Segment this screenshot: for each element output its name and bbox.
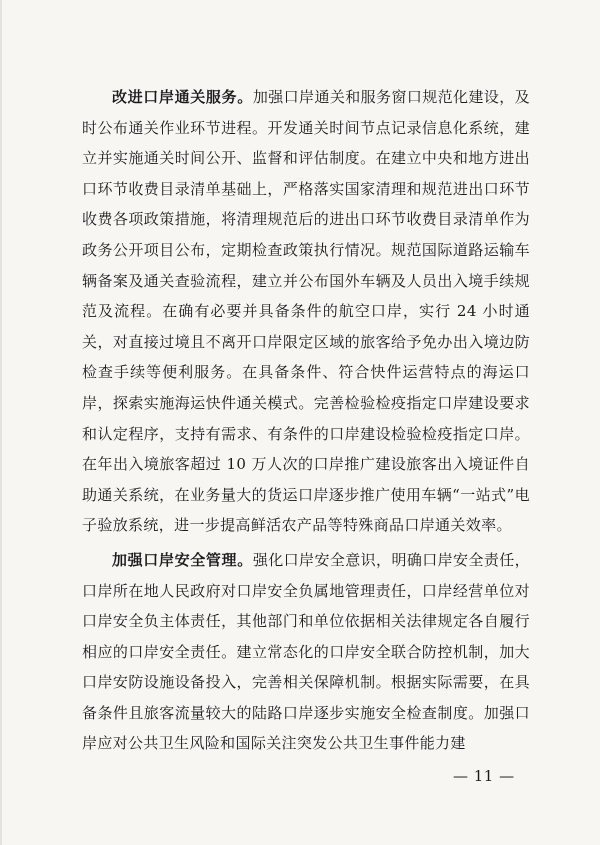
paragraph-heading: 加强口岸安全管理。 (112, 550, 253, 569)
paragraph-text: 加强口岸通关和服务窗口规范化建设，及时公布通关作业环节进程。开发通关时间节点记录信息化系统，建立并实施通关时间公开、监督和评估制度。在建立中央和地方进出口环节收费目录清单基础上，严格落实国家清理和规范进出口环节收费各项政策措施，将清理规范后的进出口环节收费目录清单作为政务公开项目公布，定期检查政策执行情况。规范国际道路运输车辆备案及通关查验流程，建立并公布国外车辆及人员出入境手续规范及流程。在确有必要并具备条件的航空口岸，实行 24 小时通关，对直接过境且不离开口岸限定区域的旅客给予免办出入境边防检查手续等便利服务。在具备条件、符合快件运营特点的海运口岸，探索实施海运快件通关模式。完善检验检疫指定口岸建设要求和认定程序，支持有需求、有条件的口岸建设检验检疫指定口岸。在年出入境旅客超过 10 万人次的口岸推广建设旅客出入境证件自助通关系统，在业务量大的货运口岸逐步推广使用车辆“一站式”电子验放系统，进一步提高鲜活农产品等特殊商品口岸通关效率。 (82, 88, 530, 535)
document-body (82, 82, 530, 763)
page-number: — 11 — (453, 767, 515, 785)
paragraph-port-safety-management (82, 545, 530, 759)
paragraph-heading: 改进口岸通关服务。 (112, 88, 253, 106)
paragraph-port-clearance-service (82, 82, 530, 541)
paragraph-text: 强化口岸安全意识，明确口岸安全责任，口岸所在地人民政府对口岸安全负属地管理责任，口岸经营单位对口岸安全负主体责任，其他部门和单位依据相关法律规定各自履行相应的口岸安全责任。建立常态化的口岸安全联合防控机制，加大口岸安防设施设备投入，完善相关保障机制。根据实际需要，在具备条件且旅客流量较大的陆路口岸逐步实施安全检查制度。加强口岸应对公共卫生风险和国际关注突发公共卫生事件能力建 (82, 550, 530, 753)
